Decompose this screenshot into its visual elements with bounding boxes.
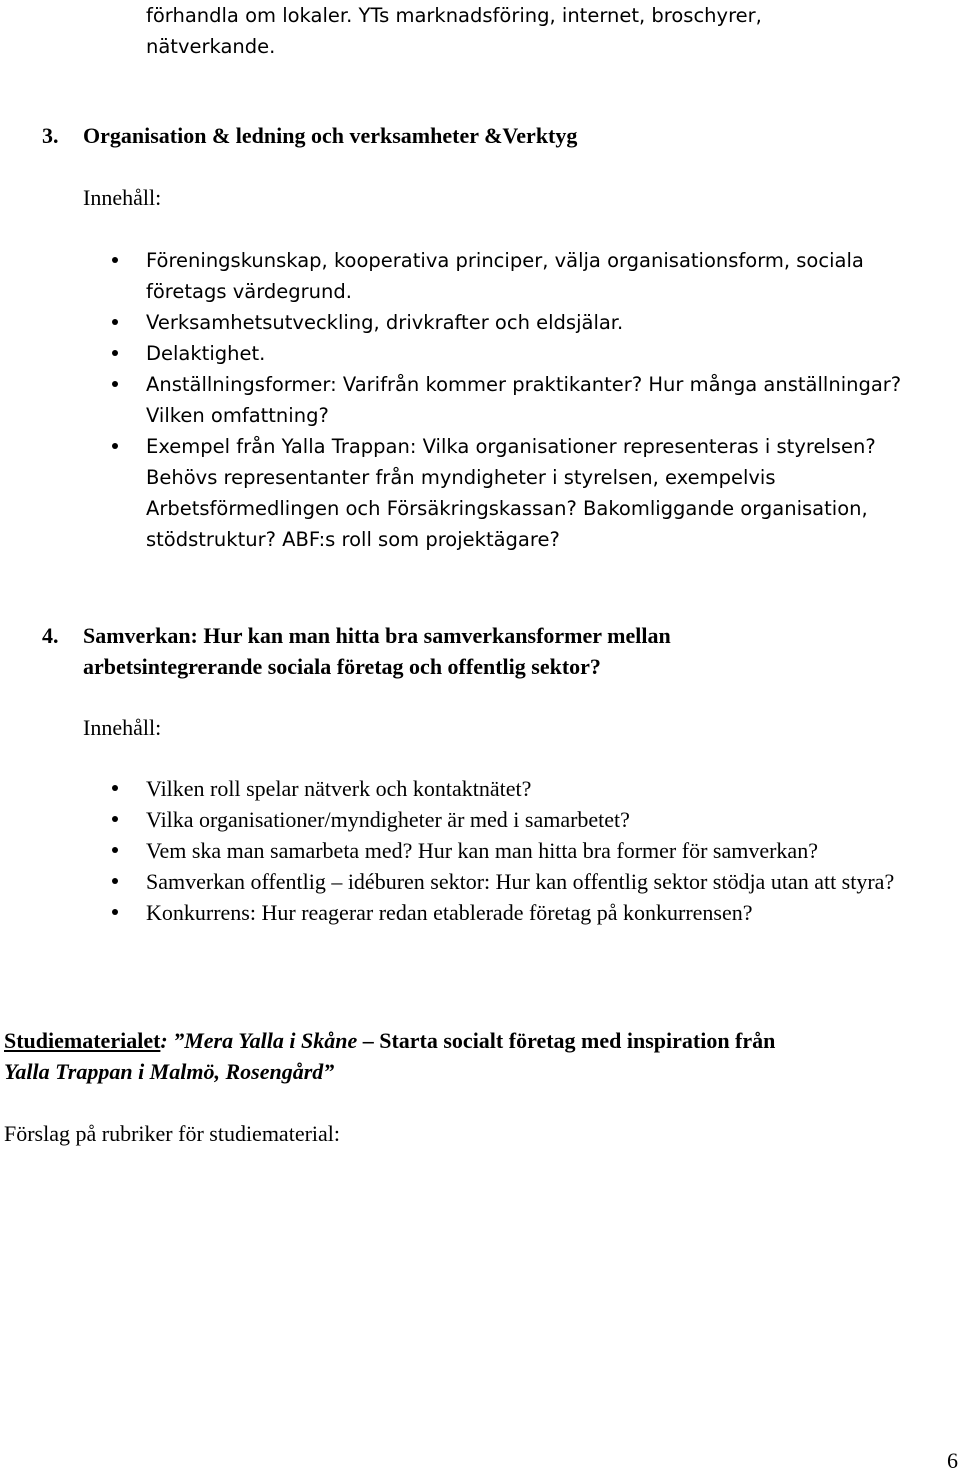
section-4-title-line-2: arbetsintegrerande sociala företag och offentlig sektor? — [83, 654, 601, 679]
study-material-title-part-3: Yalla Trappan i Malmö, Rosengård” — [4, 1059, 335, 1084]
section-3-title: Organisation & ledning och verksamheter &Verktyg — [83, 123, 578, 148]
section-4-content-label: Innehåll: — [83, 715, 162, 740]
section-4-list — [146, 773, 956, 928]
list-item: Samverkan offentlig – idéburen sektor: Hur kan offentlig sektor stödja utan att styra? — [146, 866, 956, 897]
study-material-label: Studiematerialet — [4, 1028, 161, 1053]
study-material-title-part-1: ”Mera Yalla i Skåne — [167, 1028, 358, 1053]
section-3-list — [146, 245, 946, 555]
study-material-heading — [4, 1025, 944, 1087]
list-item: Delaktighet. — [146, 338, 946, 369]
list-item: Föreningskunskap, kooperativa principer, välja organisationsform, sociala företags värdegrund. — [146, 245, 946, 307]
section-4-number: 4. — [42, 623, 59, 648]
study-material-title-part-2: – Starta socialt företag med inspiration från — [357, 1028, 776, 1053]
list-item: Exempel från Yalla Trappan: Vilka organisationer representeras i styrelsen? Behövs representanter från myndigheter i styrelsen, exempelvis Arbetsförmedlingen och Försäkringskassan? Bakomliggande organisation, stödstruktur? ABF:s roll som projektägare? — [146, 431, 946, 555]
list-item: Anställningsformer: Varifrån kommer praktikanter? Hur många anställningar? Vilken omfattning? — [146, 369, 946, 431]
section-4-title — [83, 620, 943, 682]
study-material-colon: : — [160, 1028, 168, 1053]
study-material-proposal: Förslag på rubriker för studiematerial: — [4, 1121, 341, 1146]
intro-line-1: förhandla om lokaler. YTs marknadsföring, internet, broschyrer, — [146, 4, 762, 27]
list-item: Konkurrens: Hur reagerar redan etablerade företag på konkurrensen? — [146, 897, 956, 928]
section-4-title-line-1: Samverkan: Hur kan man hitta bra samverkansformer mellan — [83, 623, 671, 648]
list-item: Verksamhetsutveckling, drivkrafter och eldsjälar. — [146, 307, 946, 338]
section-3-content-label: Innehåll: — [83, 185, 162, 210]
intro-line-2: nätverkande. — [146, 35, 276, 58]
section-3-number: 3. — [42, 123, 59, 148]
list-item: Vilka organisationer/myndigheter är med i samarbetet? — [146, 804, 956, 835]
intro-text — [146, 0, 946, 62]
list-item: Vilken roll spelar nätverk och kontaktnätet? — [146, 773, 956, 804]
page-number: 6 — [947, 1448, 958, 1473]
list-item: Vem ska man samarbeta med? Hur kan man hitta bra former för samverkan? — [146, 835, 956, 866]
